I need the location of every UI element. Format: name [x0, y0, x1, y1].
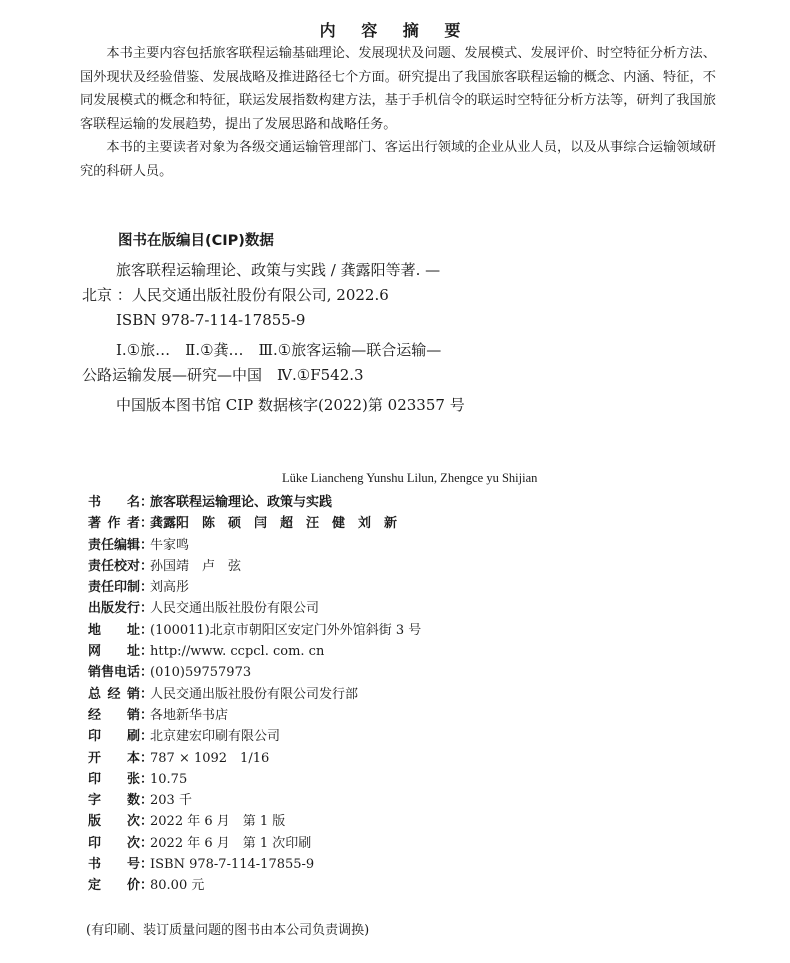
colophon-colon: ：: [140, 622, 154, 638]
colophon-value: (100011)北京市朝阳区安定门外外馆斜街 3 号: [150, 622, 422, 638]
colophon-label: 字数: [88, 793, 140, 809]
colophon-label: 地址: [88, 622, 140, 638]
colophon-label: 责任编辑: [88, 537, 141, 553]
colophon-value: 787 × 1092 1/16: [150, 750, 270, 766]
colophon-value: 各地新华书店: [150, 707, 229, 723]
colophon-value: 10.75: [150, 771, 188, 787]
colophon-colon: ：: [140, 835, 154, 851]
colophon-colon: ：: [140, 878, 154, 894]
colophon-value: (010)59757973: [150, 665, 252, 681]
colophon-label: 印次: [88, 835, 140, 851]
colophon-value: 2022 年 6 月 第 1 版: [150, 814, 286, 830]
cip-isbn-line: ISBN 978-7-114-17855-9: [116, 311, 306, 329]
colophon-colon: ：: [140, 516, 154, 532]
colophon-label: 书名: [88, 495, 140, 510]
colophon-row: [88, 620, 688, 641]
colophon-value: 龚露阳 陈 硕 闫 超 汪 健 刘 新: [150, 516, 398, 532]
colophon-value: 80.00 元: [150, 878, 205, 894]
colophon-label: 印张: [88, 771, 140, 787]
colophon-label: 责任印制: [88, 580, 141, 596]
colophon-row: [88, 854, 688, 875]
colophon-colon: ：: [140, 537, 154, 553]
colophon-label: 版次: [88, 814, 140, 830]
colophon-row: [88, 662, 688, 683]
colophon-colon: ：: [140, 729, 154, 745]
abstract: [80, 42, 716, 184]
colophon-label: 责任校对: [88, 558, 141, 574]
cip-title-line: 旅客联程运输理论、政策与实践 / 龚露阳等著. —: [116, 261, 441, 279]
colophon-row: [88, 833, 688, 854]
colophon-label: 开本: [88, 750, 140, 766]
abstract-paragraph-2: 本书的主要读者对象为各级交通运输管理部门、客运出行领域的企业从业人员，以及从事综合运输领域研究的科研人员。: [80, 140, 716, 179]
colophon-colon: ：: [140, 601, 154, 617]
colophon-colon: ：: [140, 857, 154, 873]
colophon-colon: ：: [140, 814, 154, 830]
colophon-value: 牛家鸣: [150, 537, 190, 553]
colophon: [88, 492, 688, 897]
colophon-row: [88, 790, 688, 811]
colophon-row: [88, 769, 688, 790]
colophon-colon: ：: [140, 665, 154, 681]
title-transliteration: Lüke Liancheng Yunshu Lilun, Zhengce yu Shijian: [282, 471, 538, 485]
cip-publisher-line: 北京 ：人民交通出版社股份有限公司, 2022.6: [82, 286, 389, 304]
colophon-row: [88, 875, 688, 896]
colophon-row: [88, 598, 688, 619]
colophon-label: 总经销: [88, 686, 140, 702]
colophon-row: [88, 556, 688, 577]
colophon-label: 印刷: [88, 729, 140, 745]
colophon-row: [88, 811, 688, 832]
cip-heading: 图书在版编目(CIP)数据: [118, 233, 274, 249]
colophon-row: [88, 726, 688, 747]
colophon-value: 203 千: [150, 793, 192, 809]
colophon-row: [88, 705, 688, 726]
colophon-value: 北京建宏印刷有限公司: [150, 729, 281, 745]
colophon-row: [88, 492, 688, 513]
abstract-paragraph-1: 本书主要内容包括旅客联程运输基础理论、发展现状及问题、发展模式、发展评价、时空特征分析方法、国外现状及经验借鉴、发展战略及推进路径七个方面。研究提出了我国旅客联程运输的概念、内涵、特征，不同发展模式的概念和特征，联运发展指数构建方法，基于手机信令的联运时空特征分析方法等，研判了我国旅客联程运输的发展趋势，提出了发展思路和战略任务。: [80, 46, 716, 132]
colophon-value: 孙国靖 卢 弦: [150, 558, 242, 574]
colophon-row: [88, 535, 688, 556]
colophon-colon: ：: [140, 644, 154, 660]
colophon-label: 经销: [88, 707, 140, 723]
colophon-colon: ：: [140, 686, 154, 702]
colophon-value: 刘高彤: [150, 580, 190, 596]
colophon-label: 网址: [88, 644, 140, 660]
colophon-label: 销售电话: [88, 665, 141, 681]
colophon-row: [88, 641, 688, 662]
colophon-colon: ：: [140, 793, 154, 809]
cip-classification-line-1: Ⅰ.①旅… Ⅱ.①龚… Ⅲ.①旅客运输—联合运输—: [116, 341, 442, 359]
colophon-row: [88, 748, 688, 769]
colophon-colon: ：: [140, 707, 154, 723]
colophon-value: 人民交通出版社股份有限公司: [150, 601, 320, 617]
cip-number-line: 中国版本图书馆 CIP 数据核字(2022)第 023357 号: [116, 396, 465, 414]
colophon-label: 定价: [88, 878, 140, 894]
cip-classification-line-2: 公路运输发展—研究—中国 Ⅳ.①F542.3: [82, 366, 364, 384]
colophon-value: 旅客联程运输理论、政策与实践: [150, 495, 333, 510]
colophon-label: 书号: [88, 857, 140, 873]
colophon-row: [88, 513, 688, 534]
colophon-colon: ：: [140, 580, 154, 596]
cip-block: [82, 258, 642, 418]
colophon-label: 著作者: [88, 516, 140, 532]
colophon-value: 人民交通出版社股份有限公司发行部: [150, 686, 359, 702]
colophon-colon: ：: [140, 771, 154, 787]
colophon-value: 2022 年 6 月 第 1 次印刷: [150, 835, 312, 851]
colophon-row: [88, 577, 688, 598]
footnote: (有印刷、装订质量问题的图书由本公司负责调换): [86, 923, 370, 938]
colophon-label: 出版发行: [88, 601, 141, 617]
colophon-colon: ：: [140, 558, 154, 574]
colophon-value: http://www. ccpcl. com. cn: [150, 644, 325, 660]
colophon-value: ISBN 978-7-114-17855-9: [150, 857, 315, 873]
page-title: 内 容 摘 要: [319, 21, 471, 40]
colophon-row: [88, 684, 688, 705]
colophon-colon: ：: [140, 495, 154, 510]
colophon-colon: ：: [140, 750, 154, 766]
